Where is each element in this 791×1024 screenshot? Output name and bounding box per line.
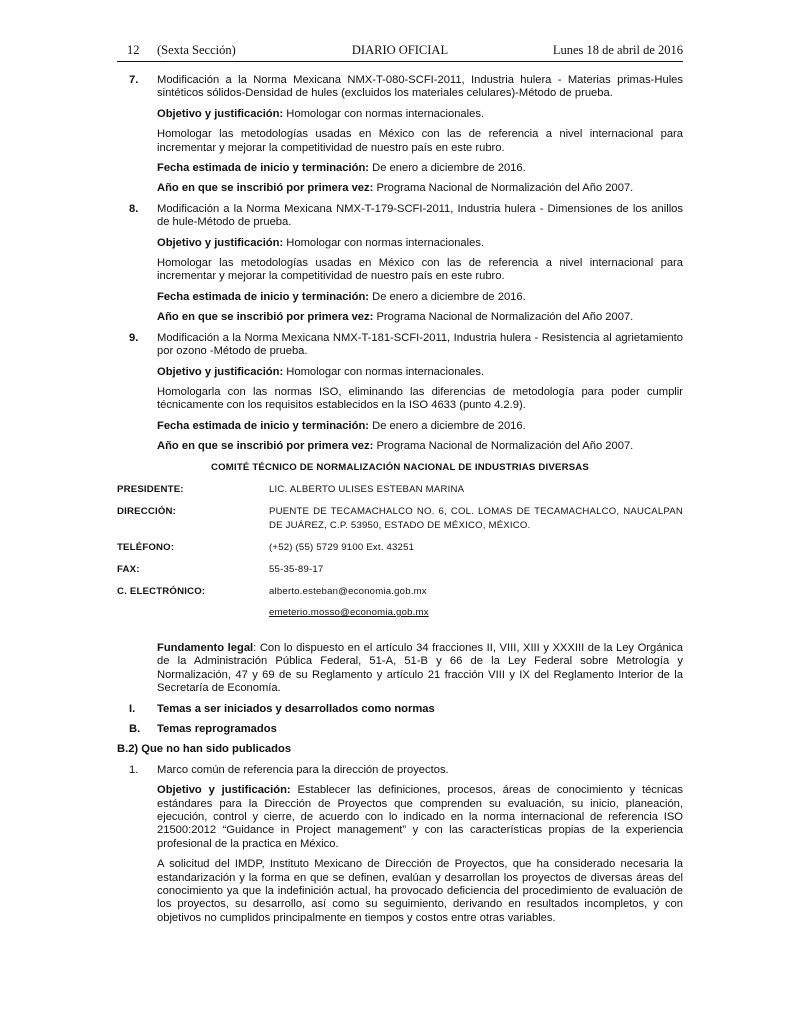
topic-i-label: Temas a ser iniciados y desarrollados como normas bbox=[157, 702, 435, 715]
email-link-2[interactable]: emeterio.mosso@economia.gob.mx bbox=[269, 606, 429, 618]
topic-i bbox=[117, 703, 683, 716]
section-label: (Sexta Sección) bbox=[157, 43, 236, 57]
year-value: Programa Nacional de Normalización del Año 2007. bbox=[373, 311, 634, 324]
objective-label: Objetivo y justificación: bbox=[157, 236, 284, 249]
objective-label: Objetivo y justificación: bbox=[157, 107, 284, 120]
legal-basis bbox=[157, 642, 683, 696]
topic-b bbox=[117, 723, 683, 736]
president-label: PRESIDENTE: bbox=[117, 483, 184, 495]
email-label: C. ELECTRÓNICO: bbox=[117, 585, 206, 597]
year-value: Programa Nacional de Normalización del Año 2007. bbox=[373, 182, 634, 195]
year-label: Año en que se inscribió por primera vez: bbox=[157, 311, 374, 324]
year-label: Año en que se inscribió por primera vez: bbox=[157, 182, 374, 195]
date-value: De enero a diciembre de 2016. bbox=[369, 290, 526, 303]
objective-line bbox=[157, 237, 683, 250]
committee-title: COMITÉ TÉCNICO DE NORMALIZACIÓN NACIONAL DE INDUSTRIAS DIVERSAS bbox=[210, 461, 590, 473]
item-detail: Homologarla con las normas ISO, eliminando las diferencias de metodología para poder cumplir técnicamente con los requisitos establecidos en la ISO 4633 (punto 4.2.9). bbox=[157, 385, 683, 412]
email-values bbox=[269, 585, 683, 620]
year-line bbox=[157, 311, 683, 324]
topic-b2-label: B.2) Que no han sido publicados bbox=[117, 743, 292, 756]
topic-b-label: Temas reprogramados bbox=[157, 722, 277, 735]
address-row bbox=[117, 505, 683, 533]
president-row bbox=[117, 483, 683, 497]
topic-i-number: I. bbox=[129, 702, 136, 715]
item-title: Modificación a la Norma Mexicana NMX-T-181-SCFI-2011, Industria hulera - Resistencia al agrietamiento por ozono -Método de prueba. bbox=[157, 331, 683, 358]
objective-value: Establecer las definiciones, procesos, áreas de conocimiento y técnicas estándares para la Dirección de Proyectos que comprenden su evaluación, su inicio, planeación, ejecución, control y cierre, de acuerdo con lo indicado en la norma internacional de referencia ISO 21500:2012 “Guidance in Project management” y con las características propias de la experiencia profesional de la practica en México. bbox=[157, 784, 683, 850]
year-line bbox=[157, 440, 683, 453]
date-label: Fecha estimada de inicio y terminación: bbox=[157, 419, 370, 432]
year-line bbox=[157, 182, 683, 195]
page-number: 12 bbox=[127, 43, 140, 57]
topic-b2 bbox=[117, 743, 683, 756]
item-title: Marco común de referencia para la dirección de proyectos. bbox=[157, 763, 449, 776]
email-row bbox=[117, 585, 683, 620]
item-detail: A solicitud del IMDP, Instituto Mexicano de Dirección de Proyectos, que ha considerado necesaria la estandarización y la forma en que se definen, evalúan y desarrollan los proyectos de diversas áreas del conocimiento ya que la indefinición actual, ha provocado deficiencia del procedimiento de evaluación de los proyectos, su desarrollo, así como su seguimiento, derivando en resultados incompletos, y con objetivos no cumplidos principalmente en tiempos y costos entre otras variables. bbox=[157, 858, 683, 924]
address-label: DIRECCIÓN: bbox=[117, 505, 177, 517]
year-label: Año en que se inscribió por primera vez: bbox=[157, 440, 374, 453]
item-number: 7. bbox=[129, 74, 139, 86]
fax-value: 55-35-89-17 bbox=[269, 563, 324, 575]
item-title: Modificación a la Norma Mexicana NMX-T-179-SCFI-2011, Industria hulera - Dimensiones de los anillos de hule-Método de prueba. bbox=[157, 202, 683, 229]
committee-block bbox=[117, 461, 683, 620]
fax-row bbox=[117, 563, 683, 577]
phone-value: (+52) (55) 5729 9100 Ext. 43251 bbox=[269, 541, 415, 553]
objective-label: Objetivo y justificación: bbox=[157, 365, 284, 378]
year-value: Programa Nacional de Normalización del Año 2007. bbox=[373, 440, 634, 453]
fax-label: FAX: bbox=[117, 563, 140, 575]
norm-item-8 bbox=[117, 203, 683, 325]
objective-value: Homologar con normas internacionales. bbox=[283, 365, 485, 378]
date-line bbox=[157, 420, 683, 433]
objective-label: Objetivo y justificación: bbox=[157, 784, 291, 797]
email-link-1[interactable]: alberto.esteban@economia.gob.mx bbox=[269, 585, 427, 597]
item-number: 9. bbox=[129, 331, 139, 344]
newspaper-title: DIARIO OFICIAL bbox=[351, 43, 449, 57]
date-label: Fecha estimada de inicio y terminación: bbox=[157, 162, 370, 175]
president-value: LIC. ALBERTO ULISES ESTEBAN MARINA bbox=[269, 483, 465, 495]
item-detail: Homologar las metodologías usadas en México con las de referencia a nivel internacional para incrementar y mejorar la competitividad de nuestro país en este rubro. bbox=[157, 128, 683, 154]
objective-line bbox=[157, 366, 683, 379]
date-line bbox=[157, 291, 683, 304]
objective-value: Homologar con normas internacionales. bbox=[283, 107, 485, 120]
date-label: Fecha estimada de inicio y terminación: bbox=[157, 290, 370, 303]
objective-line bbox=[157, 108, 683, 121]
item-detail: Homologar las metodologías usadas en México con las de referencia a nivel internacional para incrementar y mejorar la competitividad de nuestro país en este rubro. bbox=[157, 257, 683, 283]
phone-label: TELÉFONO: bbox=[117, 541, 175, 553]
item-title: Modificación a la Norma Mexicana NMX-T-080-SCFI-2011, Industria hulera - Materias primas-Hules sintéticos sólidos-Densidad de hules (excluidos los materiales celulares)-Método de prueba. bbox=[157, 74, 683, 100]
norm-item-7 bbox=[117, 74, 683, 196]
date-line bbox=[157, 162, 683, 175]
date-value: De enero a diciembre de 2016. bbox=[369, 419, 526, 432]
address-value: PUENTE DE TECAMACHALCO NO. 6, COL. LOMAS DE TECAMACHALCO, NAUCALPAN DE JUÁREZ, C.P. 53950, ESTADO DE MÉXICO, MÉXICO. bbox=[269, 505, 683, 531]
issue-date: Lunes 18 de abril de 2016 bbox=[552, 43, 683, 57]
date-value: De enero a diciembre de 2016. bbox=[369, 162, 526, 175]
objective-value: Homologar con normas internacionales. bbox=[283, 236, 485, 249]
legal-basis-text: : Con lo dispuesto en el artículo 34 fracciones II, VIII, XIII y XXXIII de la Ley Orgánica de la Administración Pública Federal, 51-A, 51-B y 66 de la Ley Federal sobre Metrología y Normalización, 47 y 69 de su Reglamento y artículo 21 fracción VIII y IX del Reglamento Interior de la Secretaría de Economía. bbox=[157, 641, 683, 695]
norm-item-9 bbox=[117, 332, 683, 454]
item-number: 8. bbox=[129, 202, 139, 215]
item-number: 1. bbox=[129, 763, 139, 776]
project-item-1 bbox=[117, 764, 683, 925]
page-content bbox=[117, 74, 683, 932]
phone-row bbox=[117, 541, 683, 555]
legal-basis-label: Fundamento legal bbox=[157, 641, 254, 654]
page-header bbox=[117, 44, 683, 62]
objective-line bbox=[157, 784, 683, 851]
topic-b-number: B. bbox=[129, 722, 141, 735]
